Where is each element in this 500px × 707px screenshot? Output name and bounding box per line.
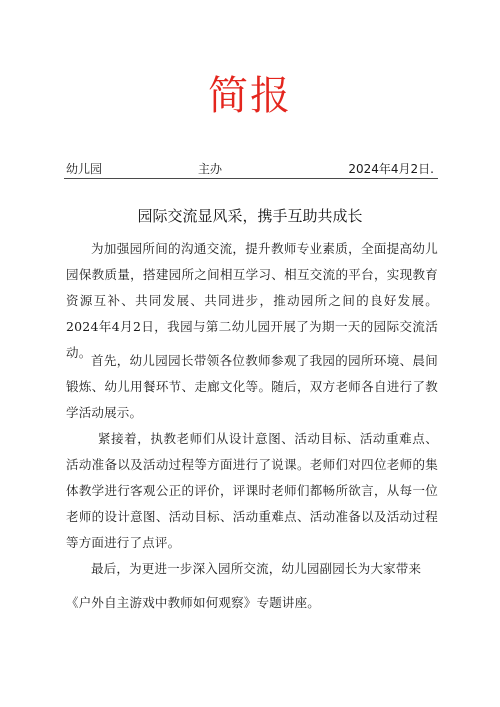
article-headline: 园际交流显风采，携手互助共成长 bbox=[137, 207, 363, 225]
article-paragraph-4: 最后，为更进一步深入园所交流，幼儿园副园长为大家带来 bbox=[91, 561, 422, 576]
article-paragraph-1: 为加强园所间的沟通交流，提升教师专业素质，全面提高幼儿园保教质量，搭建园所之间相互学习、相互交流的平台，实现教育资源互补、共同发展、共同进步，推动园所之间的良好发展。2024年4月2日，我园与第二幼儿园开展了为期一天的园际交流活动。 bbox=[66, 241, 438, 360]
issue-date: 2024年4月2日. bbox=[348, 162, 434, 176]
article-paragraph-2: 首先，幼儿园园长带领各位教师参观了我园的园所环境、晨间锻炼、幼儿用餐环节、走廊文化等。随后，双方老师各自进行了教学活动展示。 bbox=[66, 353, 438, 420]
article-paragraph-5: 《户外自主游戏中教师如何观察》专题讲座。 bbox=[66, 595, 321, 610]
newsletter-title: 简报 bbox=[208, 73, 292, 119]
header-divider bbox=[64, 178, 438, 179]
article-paragraph-3: 紧接着，执教老师们从设计意图、活动目标、活动重难点、活动准备以及活动过程等方面进行了说课。老师们对四位老师的集体教学进行客观公正的评价，评课时老师们都畅所欲言，从每一位老师的设计意图、活动目标、活动重难点、活动准备以及活动过程等方面进行了点评。 bbox=[66, 431, 438, 550]
organizer-role: 主办 bbox=[198, 162, 223, 176]
organizer-name: 幼儿园 bbox=[66, 162, 103, 176]
issue-info-row bbox=[66, 160, 438, 180]
